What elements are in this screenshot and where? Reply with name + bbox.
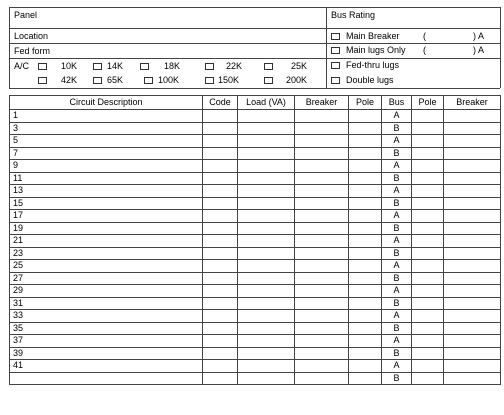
pole-cell[interactable] [349, 222, 382, 235]
breaker-cell[interactable] [295, 172, 349, 185]
rating-label: 200K [286, 75, 308, 85]
code-cell[interactable] [203, 260, 238, 273]
circuit-number-cell[interactable]: 9 [10, 160, 203, 173]
table-row [10, 147, 501, 160]
pole-cell[interactable] [349, 285, 382, 298]
breaker-cell[interactable] [295, 310, 349, 323]
rating-label: 42K [61, 75, 78, 85]
table-header-row [10, 96, 501, 110]
code-cell[interactable] [203, 160, 238, 173]
pole-cell[interactable] [349, 185, 382, 198]
code-cell[interactable] [203, 197, 238, 210]
pole-right-cell[interactable] [412, 247, 444, 260]
breaker-right-cell[interactable] [444, 322, 501, 335]
breaker-cell[interactable] [295, 122, 349, 135]
pole-right-cell[interactable] [412, 147, 444, 160]
pole-right-cell[interactable] [412, 222, 444, 235]
pole-right-cell[interactable] [412, 210, 444, 223]
bus-cell: A [382, 135, 412, 148]
circuit-number-cell[interactable]: 39 [10, 347, 203, 360]
circuit-number-cell[interactable]: 3 [10, 122, 203, 135]
load-cell[interactable] [238, 110, 295, 123]
breaker-right-cell[interactable] [444, 222, 501, 235]
table-row [10, 222, 501, 235]
circuit-number-cell[interactable]: 27 [10, 272, 203, 285]
pole-right-cell[interactable] [412, 135, 444, 148]
bus-cell: A [382, 335, 412, 348]
divider [9, 7, 10, 88]
circuit-number-cell[interactable]: 41 [10, 360, 203, 373]
code-cell[interactable] [203, 335, 238, 348]
main-breaker-label: Main Breaker [346, 31, 400, 41]
load-cell[interactable] [238, 197, 295, 210]
main-breaker-amp-open: ( [423, 31, 426, 41]
pole-cell[interactable] [349, 197, 382, 210]
circuit-number-cell[interactable]: 33 [10, 310, 203, 323]
rating-checkbox-150k[interactable] [205, 77, 214, 84]
table-row [10, 335, 501, 348]
breaker-right-cell[interactable] [444, 160, 501, 173]
circuit-table-body [10, 110, 501, 385]
circuit-number-cell[interactable]: 7 [10, 147, 203, 160]
circuit-number-cell[interactable]: 29 [10, 285, 203, 298]
breaker-cell[interactable] [295, 272, 349, 285]
column-header-pole-right: Pole [412, 96, 444, 110]
pole-right-cell[interactable] [412, 260, 444, 273]
pole-right-cell[interactable] [412, 347, 444, 360]
bus-cell: B [382, 322, 412, 335]
bus-cell: B [382, 247, 412, 260]
load-cell[interactable] [238, 247, 295, 260]
bus-cell: A [382, 110, 412, 123]
pole-right-cell[interactable] [412, 272, 444, 285]
rating-label: 10K [61, 61, 78, 71]
table-row [10, 197, 501, 210]
main-breaker-checkbox[interactable] [331, 33, 340, 40]
breaker-right-cell[interactable] [444, 147, 501, 160]
breaker-cell[interactable] [295, 160, 349, 173]
breaker-right-cell[interactable] [444, 310, 501, 323]
breaker-cell[interactable] [295, 285, 349, 298]
bus-cell: A [382, 210, 412, 223]
bus-cell: B [382, 347, 412, 360]
column-header-breaker-right: Breaker [444, 96, 501, 110]
column-header-load: Load (VA) [238, 96, 295, 110]
code-cell[interactable] [203, 210, 238, 223]
divider [9, 58, 500, 59]
load-cell[interactable] [238, 185, 295, 198]
rating-checkbox-100k[interactable] [144, 77, 153, 84]
rating-label: 25K [291, 61, 308, 71]
breaker-cell[interactable] [295, 297, 349, 310]
bus-rating-label: Bus Rating [331, 10, 376, 20]
column-header-pole: Pole [349, 96, 382, 110]
code-cell[interactable] [203, 322, 238, 335]
table-row [10, 210, 501, 223]
breaker-cell[interactable] [295, 110, 349, 123]
load-cell[interactable] [238, 160, 295, 173]
circuit-number-cell[interactable]: 31 [10, 297, 203, 310]
fed-from-label: Fed form [14, 46, 51, 56]
table-row [10, 347, 501, 360]
breaker-right-cell[interactable] [444, 272, 501, 285]
header-bottom-border [9, 88, 500, 89]
load-cell[interactable] [238, 272, 295, 285]
pole-cell[interactable] [349, 172, 382, 185]
bus-cell: A [382, 260, 412, 273]
table-row [10, 247, 501, 260]
rating-label: 14K [107, 61, 124, 71]
breaker-cell[interactable] [295, 135, 349, 148]
pole-right-cell[interactable] [412, 172, 444, 185]
pole-cell[interactable] [349, 360, 382, 373]
bus-cell: A [382, 160, 412, 173]
table-row [10, 285, 501, 298]
breaker-right-cell[interactable] [444, 135, 501, 148]
load-cell[interactable] [238, 322, 295, 335]
code-cell[interactable] [203, 297, 238, 310]
load-cell[interactable] [238, 347, 295, 360]
pole-right-cell[interactable] [412, 360, 444, 373]
bus-cell: A [382, 360, 412, 373]
load-cell[interactable] [238, 285, 295, 298]
pole-right-cell[interactable] [412, 335, 444, 348]
breaker-right-cell[interactable] [444, 335, 501, 348]
header-top-border [9, 7, 500, 8]
code-cell[interactable] [203, 135, 238, 148]
load-cell[interactable] [238, 122, 295, 135]
breaker-right-cell[interactable] [444, 185, 501, 198]
pole-right-cell[interactable] [412, 235, 444, 248]
pole-cell[interactable] [349, 322, 382, 335]
circuit-number-cell[interactable]: 17 [10, 210, 203, 223]
breaker-cell[interactable] [295, 335, 349, 348]
circuit-number-cell[interactable]: 23 [10, 247, 203, 260]
rating-label: 150K [218, 75, 240, 85]
main-lugs-amp-unit: ) A [473, 45, 485, 55]
circuit-number-cell[interactable] [10, 372, 203, 385]
breaker-right-cell[interactable] [444, 247, 501, 260]
table-row [10, 172, 501, 185]
rating-checkbox-22k[interactable] [205, 63, 214, 70]
table-row [10, 310, 501, 323]
load-cell[interactable] [238, 297, 295, 310]
rating-checkbox-25k[interactable] [264, 63, 273, 70]
pole-cell[interactable] [349, 210, 382, 223]
column-header-code: Code [203, 96, 238, 110]
fed-thru-lugs-checkbox[interactable] [331, 62, 340, 69]
column-header-circuit-description: Circuit Description [10, 96, 203, 110]
pole-right-cell[interactable] [412, 372, 444, 385]
table-row [10, 235, 501, 248]
fed-thru-lugs-label: Fed-thru lugs [346, 60, 400, 70]
bus-cell: B [382, 222, 412, 235]
code-cell[interactable] [203, 347, 238, 360]
bus-cell: B [382, 297, 412, 310]
pole-cell[interactable] [349, 147, 382, 160]
load-cell[interactable] [238, 222, 295, 235]
rating-checkbox-65k[interactable] [93, 77, 102, 84]
breaker-right-cell[interactable] [444, 360, 501, 373]
divider [9, 28, 500, 29]
load-cell[interactable] [238, 360, 295, 373]
breaker-cell[interactable] [295, 372, 349, 385]
pole-right-cell[interactable] [412, 160, 444, 173]
code-cell[interactable] [203, 247, 238, 260]
main-lugs-checkbox[interactable] [331, 47, 340, 54]
rating-label: 65K [107, 75, 124, 85]
table-row [10, 160, 501, 173]
pole-cell[interactable] [349, 297, 382, 310]
pole-right-cell[interactable] [412, 322, 444, 335]
pole-right-cell[interactable] [412, 122, 444, 135]
divider [500, 7, 501, 88]
code-cell[interactable] [203, 310, 238, 323]
rating-checkbox-14k[interactable] [93, 63, 102, 70]
table-row [10, 322, 501, 335]
breaker-right-cell[interactable] [444, 197, 501, 210]
code-cell[interactable] [203, 222, 238, 235]
circuit-number-cell[interactable]: 21 [10, 235, 203, 248]
rating-checkbox-18k[interactable] [140, 63, 149, 70]
load-cell[interactable] [238, 260, 295, 273]
code-cell[interactable] [203, 272, 238, 285]
load-cell[interactable] [238, 372, 295, 385]
code-cell[interactable] [203, 372, 238, 385]
code-cell[interactable] [203, 147, 238, 160]
bus-cell: A [382, 285, 412, 298]
circuit-table [9, 95, 501, 385]
breaker-right-cell[interactable] [444, 260, 501, 273]
pole-cell[interactable] [349, 372, 382, 385]
table-row [10, 372, 501, 385]
circuit-number-cell[interactable]: 13 [10, 185, 203, 198]
pole-right-cell[interactable] [412, 310, 444, 323]
pole-right-cell[interactable] [412, 110, 444, 123]
double-lugs-checkbox[interactable] [331, 77, 340, 84]
breaker-right-cell[interactable] [444, 172, 501, 185]
location-label: Location [14, 31, 49, 41]
code-cell[interactable] [203, 122, 238, 135]
breaker-cell[interactable] [295, 360, 349, 373]
table-row [10, 360, 501, 373]
breaker-cell[interactable] [295, 147, 349, 160]
panel-header [0, 0, 504, 92]
rating-checkbox-42k[interactable] [38, 77, 47, 84]
pole-cell[interactable] [349, 160, 382, 173]
pole-cell[interactable] [349, 335, 382, 348]
breaker-cell[interactable] [295, 197, 349, 210]
code-cell[interactable] [203, 285, 238, 298]
main-lugs-label: Main lugs Only [346, 45, 406, 55]
double-lugs-label: Double lugs [346, 75, 394, 85]
table-row [10, 110, 501, 123]
ac-label: A/C [14, 61, 30, 71]
load-cell[interactable] [238, 172, 295, 185]
circuit-number-cell[interactable]: 19 [10, 222, 203, 235]
pole-right-cell[interactable] [412, 285, 444, 298]
load-cell[interactable] [238, 147, 295, 160]
pole-cell[interactable] [349, 347, 382, 360]
breaker-cell[interactable] [295, 260, 349, 273]
pole-cell[interactable] [349, 110, 382, 123]
bus-cell: A [382, 185, 412, 198]
bus-cell: A [382, 235, 412, 248]
breaker-cell[interactable] [295, 185, 349, 198]
breaker-right-cell[interactable] [444, 297, 501, 310]
breaker-right-cell[interactable] [444, 372, 501, 385]
bus-cell: A [382, 310, 412, 323]
bus-cell: B [382, 122, 412, 135]
rating-label: 22K [226, 61, 243, 71]
panel-label: Panel [14, 10, 38, 20]
bus-cell: B [382, 197, 412, 210]
load-cell[interactable] [238, 335, 295, 348]
table-row [10, 260, 501, 273]
load-cell[interactable] [238, 135, 295, 148]
main-breaker-amp-unit: ) A [473, 31, 485, 41]
table-row [10, 135, 501, 148]
rating-checkbox-10k[interactable] [38, 63, 47, 70]
circuit-number-cell[interactable]: 5 [10, 135, 203, 148]
rating-label: 100K [158, 75, 180, 85]
circuit-number-cell[interactable]: 25 [10, 260, 203, 273]
circuit-number-cell[interactable]: 35 [10, 322, 203, 335]
pole-cell[interactable] [349, 235, 382, 248]
breaker-cell[interactable] [295, 210, 349, 223]
code-cell[interactable] [203, 360, 238, 373]
circuit-number-cell[interactable]: 1 [10, 110, 203, 123]
code-cell[interactable] [203, 172, 238, 185]
breaker-cell[interactable] [295, 347, 349, 360]
column-header-breaker: Breaker [295, 96, 349, 110]
pole-right-cell[interactable] [412, 185, 444, 198]
breaker-right-cell[interactable] [444, 285, 501, 298]
column-header-bus: Bus [382, 96, 412, 110]
divider [9, 43, 500, 44]
pole-cell[interactable] [349, 260, 382, 273]
table-row [10, 272, 501, 285]
bus-cell: B [382, 372, 412, 385]
bus-cell: B [382, 272, 412, 285]
breaker-right-cell[interactable] [444, 210, 501, 223]
breaker-cell[interactable] [295, 222, 349, 235]
pole-cell[interactable] [349, 310, 382, 323]
circuit-number-cell[interactable]: 37 [10, 335, 203, 348]
load-cell[interactable] [238, 210, 295, 223]
divider [326, 7, 327, 88]
breaker-right-cell[interactable] [444, 122, 501, 135]
breaker-right-cell[interactable] [444, 235, 501, 248]
pole-cell[interactable] [349, 135, 382, 148]
rating-checkbox-200k[interactable] [264, 77, 273, 84]
pole-right-cell[interactable] [412, 297, 444, 310]
breaker-cell[interactable] [295, 247, 349, 260]
load-cell[interactable] [238, 235, 295, 248]
code-cell[interactable] [203, 235, 238, 248]
circuit-number-cell[interactable]: 15 [10, 197, 203, 210]
breaker-cell[interactable] [295, 322, 349, 335]
table-row [10, 122, 501, 135]
bus-cell: B [382, 172, 412, 185]
code-cell[interactable] [203, 185, 238, 198]
load-cell[interactable] [238, 310, 295, 323]
table-row [10, 297, 501, 310]
bus-cell: B [382, 147, 412, 160]
pole-cell[interactable] [349, 272, 382, 285]
pole-cell[interactable] [349, 247, 382, 260]
code-cell[interactable] [203, 110, 238, 123]
main-lugs-amp-open: ( [423, 45, 426, 55]
pole-right-cell[interactable] [412, 197, 444, 210]
circuit-number-cell[interactable]: 11 [10, 172, 203, 185]
table-row [10, 185, 501, 198]
breaker-cell[interactable] [295, 235, 349, 248]
breaker-right-cell[interactable] [444, 347, 501, 360]
pole-cell[interactable] [349, 122, 382, 135]
rating-label: 18K [164, 61, 181, 71]
breaker-right-cell[interactable] [444, 110, 501, 123]
